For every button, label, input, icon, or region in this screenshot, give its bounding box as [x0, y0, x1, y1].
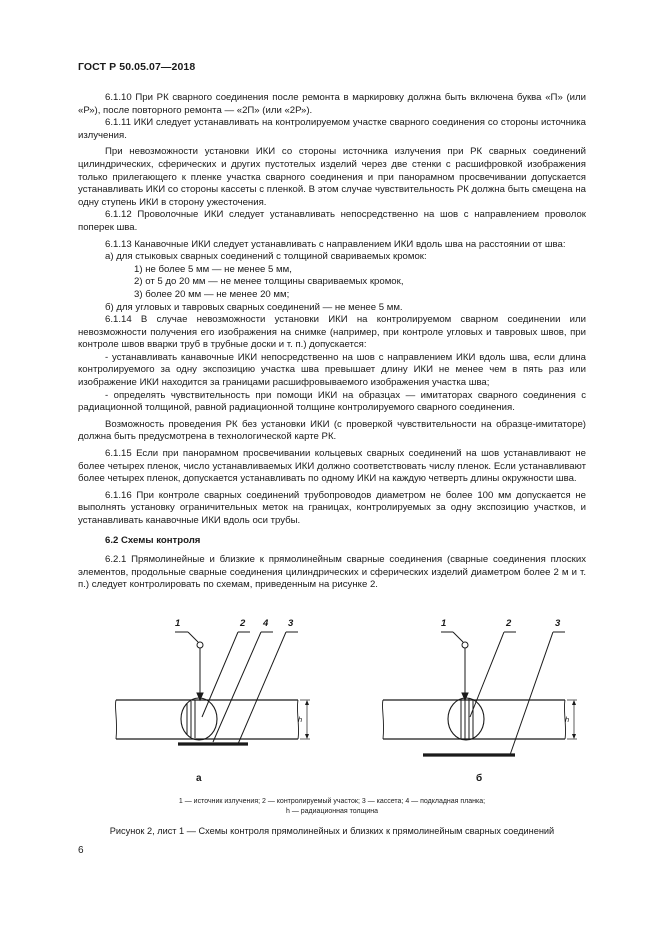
- label-a-h: h: [298, 715, 303, 724]
- list-item-a: а) для стыковых сварных соединений с толщиной свариваемых кромок:: [105, 251, 427, 263]
- figure-2: [78, 619, 586, 799]
- label-b-h: h: [565, 715, 570, 724]
- label-a-2: 2: [240, 618, 246, 629]
- legend-line-2: h — радиационная толщина: [285, 808, 378, 815]
- list-item-b: б) для угловых и тавровых сварных соединений — не менее 5 мм.: [105, 301, 403, 313]
- paragraph-6-1-15: 6.1.15 Если при панорамном просвечивании кольцевых сварных соединений на шов устанавливают не более четырех пленок, число устанавливаемых ИКИ должно соответствовать числу пленок. Если устанавливают более четырех пленок, допускается устанавливать по одному ИКИ на каждую четверть длины окружности шва.: [78, 448, 586, 485]
- label-a-4: 4: [263, 618, 269, 629]
- paragraph-6-1-12: 6.1.12 Проволочные ИКИ следует устанавливать непосредственно на шов с направлением проволок поперек шва.: [78, 209, 586, 233]
- label-a-3: 3: [288, 618, 294, 629]
- sublabel-b: б: [476, 773, 483, 784]
- figure-caption: Рисунок 2, лист 1 — Схемы контроля прямолинейных и близких к прямолинейным сварных соединений: [109, 826, 555, 836]
- section-heading: 6.2 Схемы контроля: [105, 534, 201, 546]
- label-b-2: 2: [506, 618, 512, 629]
- paragraph-6-1-11: 6.1.11 ИКИ следует устанавливать на контролируемом участке сварного соединения со стороны источника излучения.: [78, 117, 586, 141]
- page-number: 6: [78, 845, 84, 856]
- list-item-a2: 2) от 5 до 20 мм — не менее толщины свариваемых кромок,: [134, 276, 404, 288]
- legend-line-1: 1 — источник излучения; 2 — контролируемый участок; 3 — кассета; 4 — подкладная планка;: [178, 798, 486, 805]
- paragraph-6-1-10: 6.1.10 При РК сварного соединения после ремонта в маркировку должна быть включена буква «П» (или «Р»), после повторного ремонта — «2П» (или «2Р»).: [78, 92, 586, 116]
- document-header: ГОСТ Р 50.05.07—2018: [78, 61, 196, 73]
- figure-legend: [78, 797, 586, 817]
- label-a-1: 1: [175, 618, 181, 629]
- sublabel-a: а: [196, 773, 202, 784]
- label-b-1: 1: [441, 618, 447, 629]
- list-item-dash-2: - определять чувствительность при помощи ИКИ на образцах — имитаторах сварного соединения с радиационной толщиной, равной радиационной толщине контролируемого сварного соединения.: [78, 389, 586, 414]
- body-text: [78, 92, 586, 592]
- list-item-dash-1: - устанавливать канавочные ИКИ непосредственно на шов с направлением ИКИ вдоль шва, если длина контролируемого за одну экспозицию участка шва превышает длину ИКИ не менее чем в пять раз или изображение ИКИ находится за границами расшифровываемого изображения участка шва;: [78, 351, 586, 389]
- paragraph-6-1-16: 6.1.16 При контроле сварных соединений трубопроводов диаметром не более 100 мм допускается не выполнять установку ограничительных меток на границах, контролируемых за одну экспозицию участков, и устанавливать канавочные ИКИ вдоль оси трубы.: [78, 489, 586, 526]
- list-item-a3: 3) более 20 мм — не менее 20 мм;: [134, 288, 290, 300]
- paragraph-6-2-1: 6.2.1 Прямолинейные и близкие к прямолинейным сварные соединения (сварные соединения плоских элементов, продольные сварные соединения цилиндрических и сферических изделий диаметром более 2 м и т. п.) следует контролировать по схемам, приведенным на рисунке 2.: [78, 554, 586, 591]
- scheme-a: [115, 632, 310, 744]
- paragraph-iki-cassette: При невозможности установки ИКИ со стороны источника излучения при РК сварных соединений цилиндрических, сферических и других пустотелых изделий через две стенки с расшифровкой изображения только прилегающего к пленке участка сварного соединения и при панорамном просвечивании допускается устанавливать ИКИ со стороны кассеты с пленкой. В этом случае чувствительность РК должна быть смещена на одну ступень ИКИ в сторону ужесточения.: [78, 146, 586, 208]
- label-b-3: 3: [555, 618, 561, 629]
- paragraph-6-1-14: 6.1.14 В случае невозможности установки ИКИ на контролируемом сварном соединении или невозможности получения его изображения на снимке (например, при контроле угловых и тавровых швов, при контроле швов вварки труб в трубные доски и т. п.) допускается:: [78, 314, 586, 351]
- paragraph-without-iki: Возможность проведения РК без установки ИКИ (с проверкой чувствительности на образце-имитаторе) должна быть предусмотрена в технологической карте РК.: [78, 418, 586, 443]
- figure-2-drawing: [78, 619, 586, 799]
- paragraph-6-1-13: 6.1.13 Канавочные ИКИ следует устанавливать с направлением ИКИ вдоль шва на расстоянии от шва:: [105, 238, 566, 250]
- scheme-b: [382, 632, 577, 755]
- list-item-a1: 1) не более 5 мм — не менее 5 мм,: [134, 263, 292, 275]
